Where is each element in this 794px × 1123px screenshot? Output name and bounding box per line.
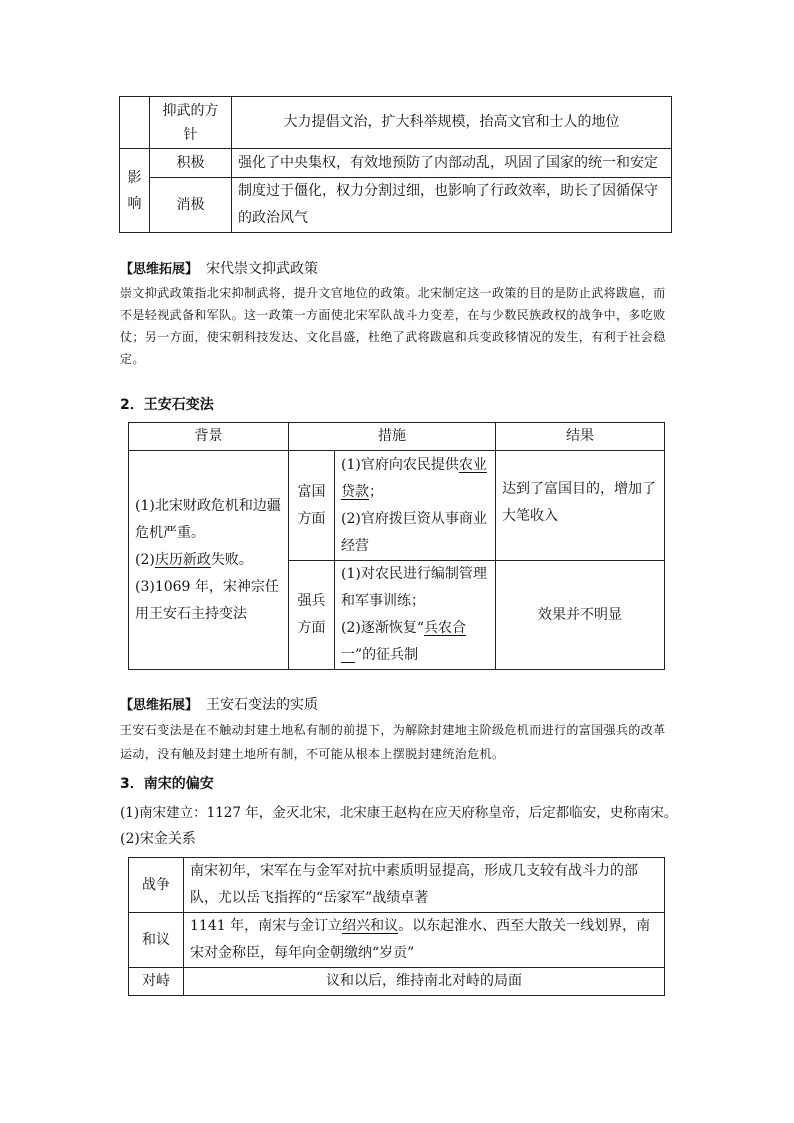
policy-table	[119, 96, 672, 233]
measure-text: ”的征兵制	[355, 647, 419, 663]
song-jin-table	[128, 857, 665, 996]
table-row	[129, 913, 665, 968]
measures-rich	[335, 451, 496, 561]
table-header-row	[129, 423, 665, 451]
header-measures: 措施	[289, 423, 496, 451]
row-label-standoff: 对峙	[129, 968, 184, 996]
row-content-negative: 制度过于僵化，权力分割过细，也影响了行政效率，助长了因循保守的政治风气	[232, 178, 672, 233]
header-background: 背景	[129, 423, 289, 451]
note-tag: 【思维拓展】	[120, 262, 199, 277]
note-body: 崇文抑武政策指北宋抑制武将，提升文官地位的政策。北宋制定这一政策的目的是防止武将跋扈，而不是轻视武备和军队。这一政策一方面使北宋军队战斗力变差，在与少数民族政权的战争中，多吃败仗；另一方面，使宋朝科技发达、文化昌盛，杜绝了武将跋扈和兵变政移情况的发生，有利于社会稳定。	[120, 286, 666, 366]
peace-text: 1141 年，南宋与金订立	[190, 918, 343, 934]
row-label-peace: 和议	[129, 913, 184, 968]
measure-text: (2)官府拨巨资从事商业经营	[341, 510, 487, 554]
background-item-3: (3)1069 年，宋神宗任用王安石主持变法	[135, 578, 279, 622]
table-row	[129, 968, 665, 996]
measure-text: (2)逐渐恢复“	[341, 620, 424, 636]
row-label-negative: 消极	[150, 178, 232, 233]
row-label-positive: 积极	[150, 149, 232, 178]
table-row	[120, 97, 672, 149]
section-item-1: (1)南宋建立：1127 年，金灭北宋，北宋康王赵构在应天府称皇帝，后定都临安，史称南宋。	[120, 805, 678, 821]
section-item-2: (2)宋金关系	[120, 831, 196, 847]
background-term: 庆历新政	[154, 551, 211, 568]
note-heading	[120, 694, 318, 714]
note-title: 王安石变法的实质	[206, 697, 319, 713]
note-heading	[120, 258, 318, 278]
influence-label: 影响	[120, 149, 150, 233]
measure-text: (1)对农民进行编制管理和军事训练；	[341, 566, 487, 609]
measures-strong	[335, 561, 496, 670]
note-title: 宋代崇文抑武政策	[206, 261, 319, 277]
note-tag: 【思维拓展】	[120, 698, 199, 713]
category-rich: 富国方面	[289, 451, 335, 561]
row-content-positive: 强化了中央集权，有效地预防了内部动乱，巩固了国家的统一和安定	[232, 149, 672, 178]
measure-text: ；	[369, 483, 383, 500]
peace-text: 。以东起淮水、西至大散关一线划界，南宋对金称臣，每年向金朝缴纳“岁贡”	[190, 918, 651, 961]
header-result: 结果	[496, 423, 665, 451]
table-row	[120, 178, 672, 233]
row-content-yiwu: 大力提倡文治，扩大科举规模，抬高文官和士人的地位	[232, 97, 672, 149]
result-strong: 效果并不明显	[496, 561, 665, 670]
row-label-war: 战争	[129, 858, 184, 913]
row-label-yiwu: 抑武的方针	[150, 97, 232, 149]
table-row	[129, 858, 665, 913]
measure-term: 兵农合一	[341, 620, 466, 663]
table-row	[120, 149, 672, 178]
peace-term: 绍兴和议	[342, 918, 399, 934]
table-cell	[120, 97, 150, 149]
background-item-2-end: 失败。	[210, 551, 253, 568]
row-content-peace	[184, 913, 665, 968]
section-title: 2．王安石变法	[120, 397, 214, 413]
row-content-war: 南宋初年，宋军在与金军对抗中素质明显提高，形成几支较有战斗力的部队，尤以岳飞指挥的“岳家军”战绩卓著	[184, 858, 665, 913]
reform-table	[128, 422, 665, 670]
note-body: 王安石变法是在不触动封建土地私有制的前提下，为解除封建地主阶级危机而进行的富国强兵的改革运动，没有触及封建土地所有制，不可能从根本上摆脱封建统治危机。	[120, 723, 666, 761]
section-title: 3．南宋的偏安	[120, 776, 214, 792]
result-rich: 达到了富国目的，增加了大笔收入	[496, 451, 665, 561]
row-content-standoff: 议和以后，维持南北对峙的局面	[184, 968, 665, 996]
table-row	[129, 451, 665, 561]
background-item-2: (2)	[135, 551, 155, 568]
background-item-1: (1)北宋财政危机和边疆危机严重。	[135, 497, 281, 541]
category-strong: 强兵方面	[289, 561, 335, 670]
measure-term: 农业贷款	[341, 456, 487, 500]
measure-text: (1)官府向农民提供	[341, 456, 459, 473]
background-cell	[129, 451, 289, 670]
